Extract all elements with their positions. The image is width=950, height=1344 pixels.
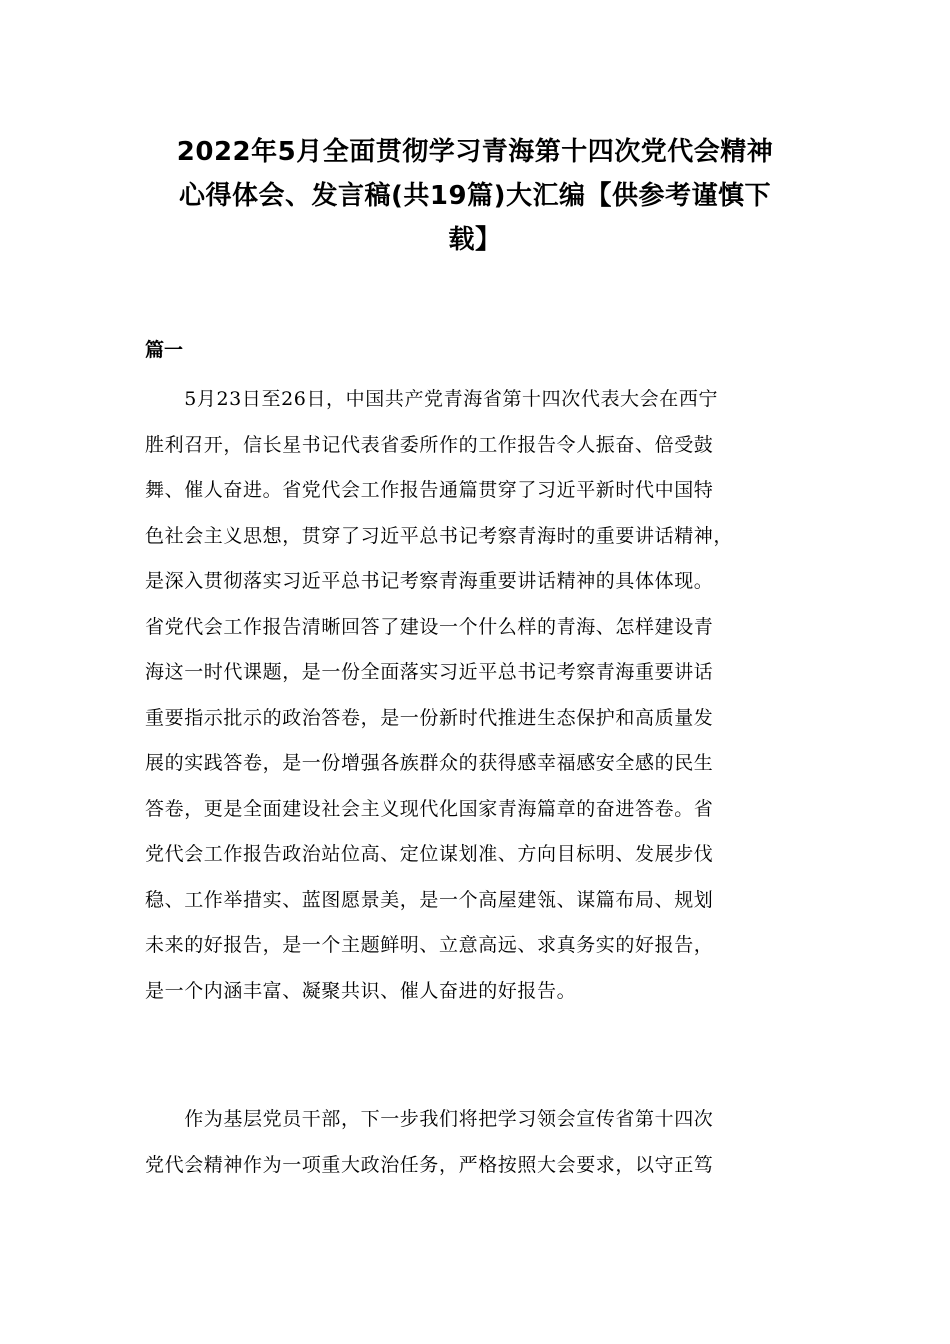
document-title: [140, 130, 810, 262]
text-line: 海这一时代课题，是一份全面落实习近平总书记考察青海重要讲话: [145, 661, 714, 683]
text-line: 胜利召开，信长星书记代表省委所作的工作报告令人振奋、倍受鼓: [145, 433, 714, 456]
text-line: 是一个内涵丰富、凝聚共识、催人奋进的好报告。: [145, 979, 577, 1002]
text-line: 党代会精神作为一项重大政治任务，严格按照大会要求，以守正笃: [145, 1153, 714, 1176]
text-line: 舞、催人奋进。省党代会工作报告通篇贯穿了习近平新时代中国特: [145, 479, 714, 501]
text-line: 稳、工作举措实、蓝图愿景美，是一个高屋建瓴、谋篇布局、规划: [145, 888, 714, 911]
title-line: 心得体会、发言稿(共19篇)大汇编【供参考谨慎下: [179, 181, 771, 211]
text-line: 展的实践答卷，是一份增强各族群众的获得感幸福感安全感的民生: [145, 752, 714, 774]
section-heading: 篇一: [145, 339, 184, 361]
paragraph-2: [145, 1097, 810, 1188]
text-line: 答卷，更是全面建设社会主义现代化国家青海篇章的奋进答卷。省: [145, 797, 714, 820]
title-line: 载】: [448, 225, 502, 255]
text-line: 未来的好报告，是一个主题鲜明、立意高远、求真务实的好报告，: [145, 934, 714, 956]
text-line: 色社会主义思想，贯穿了习近平总书记考察青海时的重要讲话精神，: [145, 524, 734, 547]
text-line: 作为基层党员干部，下一步我们将把学习领会宣传省第十四次: [145, 1108, 714, 1130]
text-line: 省党代会工作报告清晰回答了建设一个什么样的青海、怎样建设青: [145, 615, 714, 638]
title-line: 2022年5月全面贯彻学习青海第十四次党代会精神: [176, 137, 774, 167]
text-line: 是深入贯彻落实习近平总书记考察青海重要讲话精神的具体体现。: [145, 570, 714, 592]
text-line: 重要指示批示的政治答卷，是一份新时代推进生态保护和高质量发: [145, 706, 714, 729]
paragraph-1: [145, 377, 810, 1014]
text-line: 5月23日至26日，中国共产党青海省第十四次代表大会在西宁: [145, 388, 719, 410]
text-line: 党代会工作报告政治站位高、定位谋划准、方向目标明、发展步伐: [145, 843, 714, 865]
